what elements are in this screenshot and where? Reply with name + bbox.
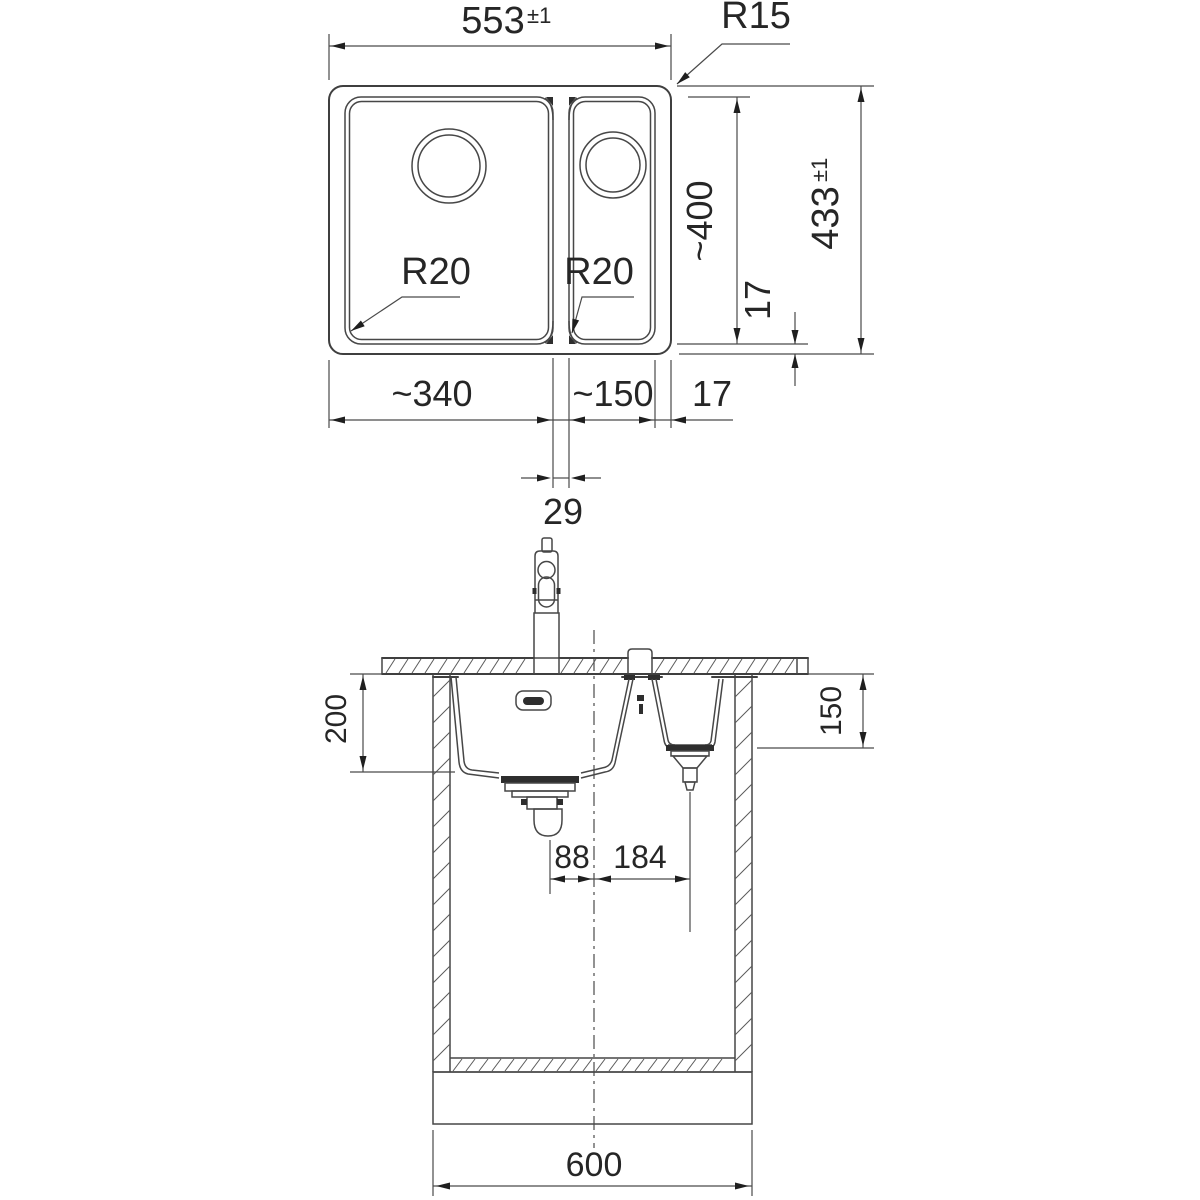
cabinet-plinth bbox=[433, 1072, 752, 1124]
section-view bbox=[320, 538, 874, 1196]
cabinet bbox=[433, 674, 752, 1124]
r20-right-leader bbox=[572, 297, 634, 333]
sink-section bbox=[433, 675, 757, 836]
left-drain-hole-inner bbox=[418, 135, 480, 197]
r20-left-leader bbox=[351, 297, 460, 331]
dim-433-tolerance: ±1 bbox=[807, 157, 832, 182]
sink-outline-top-view bbox=[329, 86, 671, 354]
left-wall-hatching bbox=[433, 680, 450, 1061]
dim-433-label: 433 bbox=[805, 186, 847, 250]
dim-340-label: ~340 bbox=[391, 373, 473, 414]
dim-150-section-label: 150 bbox=[815, 685, 848, 737]
left-bowl-inner-line bbox=[350, 102, 549, 340]
left-drain-hole bbox=[412, 129, 486, 203]
right-bowl-inner-line bbox=[574, 102, 651, 340]
dim-150-top-label: ~150 bbox=[572, 373, 654, 414]
waste-control-knob bbox=[628, 649, 652, 658]
dim-17-horizontal-label: 17 bbox=[691, 373, 733, 414]
dim-553-tolerance: ±1 bbox=[527, 3, 552, 28]
right-bowl-radius-label: R20 bbox=[564, 251, 634, 293]
dim-600-label: 600 bbox=[565, 1146, 623, 1184]
left-bowl-radius-label: R20 bbox=[401, 251, 471, 293]
right-drain-hole-inner bbox=[586, 138, 640, 192]
section-dimensions bbox=[320, 674, 874, 1196]
right-wall-hatching bbox=[735, 680, 752, 1061]
left-bowl-outline bbox=[345, 97, 553, 344]
dim-29-label: 29 bbox=[542, 491, 584, 532]
left-drain-assembly bbox=[501, 776, 579, 836]
faucet bbox=[533, 538, 561, 658]
countertop-hatching bbox=[386, 659, 794, 673]
right-bowl-outline bbox=[569, 97, 655, 344]
dim-17-vertical-label: 17 bbox=[737, 279, 778, 321]
top-view bbox=[329, 86, 671, 354]
top-view-dimensions bbox=[329, 0, 874, 532]
right-drain-assembly bbox=[666, 745, 714, 790]
cabinet-bottom-hatching bbox=[453, 1059, 722, 1071]
dim-184-label: 184 bbox=[613, 839, 667, 875]
dim-400-label: ~400 bbox=[679, 180, 720, 262]
r15-leader-line bbox=[677, 44, 790, 84]
countertop bbox=[382, 649, 808, 674]
dim-88-label: 88 bbox=[554, 839, 590, 875]
corner-radius-label: R15 bbox=[721, 0, 791, 37]
dim-200-label: 200 bbox=[320, 693, 353, 745]
right-drain-hole bbox=[580, 132, 646, 198]
dim-553-label: 553 bbox=[461, 0, 525, 42]
